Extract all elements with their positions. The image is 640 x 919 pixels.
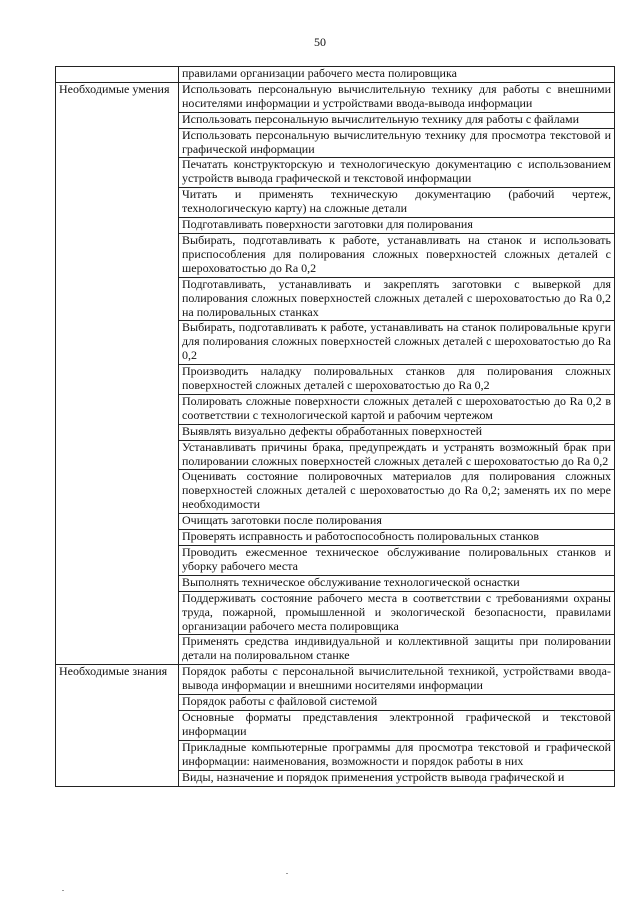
requirement-cell: Выполнять техническое обслуживание технологической оснастки <box>179 575 615 591</box>
competency-table-body <box>56 67 615 787</box>
requirement-cell: Порядок работы с персональной вычислительной техникой, устройствами ввода-вывода информации и внешними носителями информации <box>179 665 615 695</box>
requirement-cell: Выбирать, подготавливать к работе, устанавливать на станок полировальные круги для полирования сложных поверхностей сложных деталей с шероховатостью до Ra 0,2 <box>179 321 615 365</box>
requirement-cell: Проводить ежесменное техническое обслуживание полировальных станков и уборку рабочего места <box>179 546 615 576</box>
requirement-cell: Использовать персональную вычислительную технику для просмотра текстовой и графической информации <box>179 128 615 158</box>
requirement-cell: Порядок работы с файловой системой <box>179 695 615 711</box>
requirement-cell: Использовать персональную вычислительную технику для работы с внешними носителями информации и устройствами ввода-вывода информации <box>179 82 615 112</box>
scan-speck <box>62 890 64 891</box>
requirement-cell: Производить наладку полировальных станков для полирования сложных поверхностей сложных деталей с шероховатостью до Ra 0,2 <box>179 365 615 395</box>
requirement-cell: Полировать сложные поверхности сложных деталей с шероховатостью до Ra 0,2 в соответствии с технологической картой и рабочим чертежом <box>179 394 615 424</box>
requirement-cell: Читать и применять техническую документацию (рабочий чертеж, технологическую карту) на сложные детали <box>179 188 615 218</box>
requirement-cell: Печатать конструкторскую и технологическую документацию с использованием устройств вывода графической и текстовой информации <box>179 158 615 188</box>
table-row <box>56 67 615 83</box>
requirement-cell: Виды, назначение и порядок применения устройств вывода графической и <box>179 770 615 786</box>
table-row <box>56 82 615 112</box>
requirement-cell: Проверять исправность и работоспособность полировальных станков <box>179 530 615 546</box>
requirement-cell: Выбирать, подготавливать к работе, устанавливать на станок и использовать приспособления для полирования сложных поверхностей сложных деталей с шероховатостью до Ra 0,2 <box>179 233 615 277</box>
category-cell: Необходимые умения <box>56 82 179 664</box>
scan-speck <box>286 873 288 874</box>
requirement-cell: Очищать заготовки после полирования <box>179 514 615 530</box>
requirement-cell: правилами организации рабочего места полировщика <box>179 67 615 83</box>
requirement-cell: Использовать персональную вычислительную технику для работы с файлами <box>179 112 615 128</box>
requirement-cell: Подготавливать, устанавливать и закреплять заготовки с выверкой для полирования сложных поверхностей сложных деталей с шероховатостью до Ra 0,2 на полировальных станках <box>179 277 615 321</box>
category-cell <box>56 67 179 83</box>
requirement-cell: Устанавливать причины брака, предупреждать и устранять возможный брак при полировании сложных поверхностей сложных деталей с шероховатостью до Ra 0,2 <box>179 440 615 470</box>
requirement-cell: Оценивать состояние полировочных материалов для полирования сложных поверхностей сложных деталей с шероховатостью до Ra 0,2; заменять их по мере необходимости <box>179 470 615 514</box>
category-cell: Необходимые знания <box>56 665 179 786</box>
requirement-cell: Применять средства индивидуальной и коллективной защиты при полировании детали на полировальном станке <box>179 635 615 665</box>
competency-table <box>55 66 615 787</box>
requirement-cell: Прикладные компьютерные программы для просмотра текстовой и графической информации: наименования, возможности и порядок работы в них <box>179 740 615 770</box>
requirement-cell: Подготавливать поверхности заготовки для полирования <box>179 218 615 234</box>
requirement-cell: Выявлять визуально дефекты обработанных поверхностей <box>179 424 615 440</box>
table-row <box>56 665 615 695</box>
requirement-cell: Основные форматы представления электронной графической и текстовой информации <box>179 710 615 740</box>
requirement-cell: Поддерживать состояние рабочего места в соответствии с требованиями охраны труда, пожарной, промышленной и экологической безопасности, правилами организации рабочего места полировщика <box>179 591 615 635</box>
page-number: 50 <box>314 35 326 49</box>
